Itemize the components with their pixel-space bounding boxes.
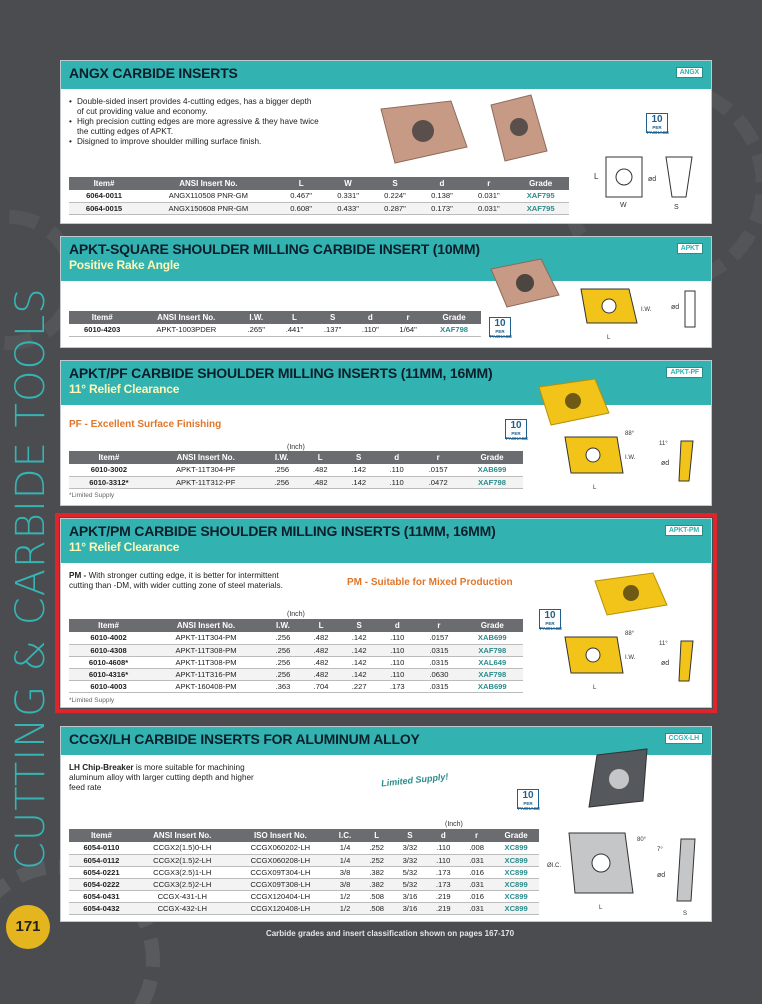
svg-text:11°: 11° — [659, 641, 668, 647]
apkt-pm-dimension-diagram — [549, 627, 699, 705]
section-title: APKT/PF CARBIDE SHOULDER MILLING INSERTS (11MM, 16MM) — [69, 365, 493, 381]
svg-text:ød: ød — [657, 872, 666, 879]
table-row: 6010-4002 APKT-11T304-PM .256 .482 .142 .110 .0157 XAB699 — [69, 632, 523, 644]
page-number: 171 — [6, 905, 50, 949]
angx-spec-table: Item# ANSI Insert No. L W S d r Grade 6064-0011 ANGX110508 PNR-GM 0.467" 0.331" 0.224" 0.138" 0.031" XAF795 6064-0015 ANGX150608 PNR-GM 0.608" 0.433" 0.287" 0.173" 0.031" XAF795 — [69, 177, 569, 215]
pack-badge: 10 PER PACKAGE — [518, 790, 541, 811]
svg-text:L: L — [599, 905, 603, 911]
section-angx — [60, 60, 712, 224]
svg-text:L: L — [593, 685, 597, 691]
apkt-10mm-dimension-diagram — [567, 283, 707, 349]
pack-badge: 10 PER PACKAGE — [506, 420, 529, 441]
feature-item: • Disigned to improve shoulder milling surface finish. — [69, 137, 319, 147]
section-description: LH Chip-Breaker is more suitable for machining aluminum alloy with larger cutting depth and higher feed rate — [69, 763, 254, 792]
pack-badge: 10 PER PACKAGE — [647, 114, 670, 135]
angx-insert-photo — [371, 89, 571, 169]
limited-supply-callout: Limited Supply! — [380, 771, 449, 789]
feature-highlight: PF - Excellent Surface Finishing — [69, 419, 222, 430]
pack-badge: 10 PER PACKAGE — [540, 610, 563, 631]
svg-text:7°: 7° — [657, 847, 663, 853]
ccgx-spec-table: Item# ANSI Insert No. ISO Insert No. I.C. L S d r Grade 6054-0110 CCGX2(1.5)0-LH CCGX060202-LH 1/4 .252 3/32 .110 .008 XC899 6054-0112 CCGX2(1.5)2-LH CCGX060208-LH 1/4 .252 3/32 .110 .031 XC899 6054-0221 CCGX3(2.5)1-LH CCGX09T304-LH 3/8 .382 5/32 .173 .016 XC899 6054-0222 CCGX3(2.5)2-LH CCGX09T308-LH 3/8 .382 5/32 .173 .031 XC899 6054-0431 CCGX-431-LH CCGX120404-LH 1/2 .508 3/16 .219 .016 XC899 6054-0432 CCGX-432-LH CCGX120408-LH 1/2 .508 3/16 .219 .031 XC899 — [69, 829, 539, 915]
ccgx-insert-photo — [581, 745, 661, 815]
apkt-10mm-insert-photo — [481, 255, 571, 315]
limited-supply-note: *Limited Supply — [69, 492, 115, 499]
svg-text:S: S — [683, 911, 688, 917]
svg-text:L: L — [594, 172, 599, 181]
section-apkt-pm — [60, 518, 712, 708]
svg-text:I.W.: I.W. — [625, 655, 636, 661]
svg-text:ød: ød — [671, 304, 680, 311]
table-row: 6054-0222 CCGX3(2.5)2-LH CCGX09T308-LH 3/8 .382 5/32 .173 .031 XC899 — [69, 878, 539, 890]
limited-supply-note: *Limited Supply — [69, 697, 115, 704]
section-tag: APKT — [677, 243, 703, 254]
section-title: ANGX CARBIDE INSERTS — [69, 65, 238, 81]
section-description: PM - With stronger cutting edge, it is better for intermittent cutting than -DM, with wider cutting zone of steel materials. — [69, 571, 283, 590]
table-row: 6054-0110 CCGX2(1.5)0-LH CCGX060202-LH 1/4 .252 3/32 .110 .008 XC899 — [69, 842, 539, 854]
section-apkt-pf — [60, 360, 712, 506]
feature-item: • High precision cutting edges are more agressive & they have twice the cutting edges of APKT. — [69, 117, 319, 137]
section-header — [61, 61, 711, 89]
table-row: 6064-0011 ANGX110508 PNR-GM 0.467" 0.331" 0.224" 0.138" 0.031" XAF795 — [69, 190, 569, 202]
svg-text:ød: ød — [648, 176, 657, 183]
table-row: 6054-0221 CCGX3(2.5)1-LH CCGX09T304-LH 3/8 .382 5/32 .173 .016 XC899 — [69, 866, 539, 878]
inch-label: (Inch) — [445, 821, 463, 828]
section-title: APKT/PM CARBIDE SHOULDER MILLING INSERTS (11MM, 16MM) — [69, 523, 496, 539]
pack-badge: 10 PER PACKAGE — [490, 318, 513, 339]
svg-text:I.W.: I.W. — [641, 307, 652, 313]
inch-label: (Inch) — [287, 611, 305, 618]
svg-text:L: L — [607, 335, 611, 341]
section-subtitle: 11° Relief Clearance — [69, 382, 180, 396]
angx-dimension-diagram — [586, 149, 706, 219]
section-ccgx-lh — [60, 726, 712, 922]
svg-text:ød: ød — [661, 460, 670, 467]
side-category-text: CUTTING & CARBIDE TOOLS — [8, 287, 54, 870]
table-row: 6010-3312* APKT-11T312-PF .256 .482 .142 .110 .0472 XAF798 — [69, 476, 523, 488]
table-row: 6064-0015 ANGX150608 PNR-GM 0.608" 0.433" 0.287" 0.173" 0.031" XAF795 — [69, 202, 569, 214]
apkt-pm-spec-table: Item# ANSI Insert No. I.W. L S d r Grade 6010-4002 APKT-11T304-PM .256 .482 .142 .110 .0157 XAB699 6010-4308 APKT-11T308-PM .256 .482 .142 .110 .0315 XAF798 6010-4608* APKT-11T308-PM .256 .482 .142 .110 .0315 XAL649 6010-4316* APKT-11T316-PM .256 .482 .142 .110 .0630 XAF798 6010-4003 APKT-160408-PM .363 .704 .227 .173 .0315 XAB699 — [69, 619, 523, 693]
apkt-pm-insert-photo — [589, 571, 679, 621]
apkt-pf-spec-table: Item# ANSI Insert No. I.W. L S d r Grade 6010-3002 APKT-11T304-PF .256 .482 .142 .110 .0157 XAB699 6010-3312* APKT-11T312-PF .256 .482 .142 .110 .0472 XAF798 — [69, 451, 523, 489]
inch-label: (Inch) — [287, 444, 305, 451]
svg-text:L: L — [593, 485, 597, 491]
table-row: 6010-4203 APKT-1003PDER .265" .441" .137" .110" 1/64" XAF798 — [69, 324, 481, 336]
section-title: APKT-SQUARE SHOULDER MILLING CARBIDE INSERT (10MM) — [69, 241, 480, 257]
svg-text:I.W.: I.W. — [625, 455, 636, 461]
section-tag: CCGX-LH — [665, 733, 704, 744]
section-tag: APKT-PF — [666, 367, 703, 378]
ccgx-dimension-diagram — [545, 823, 705, 919]
section-header — [61, 237, 711, 281]
table-row: 6010-4308 APKT-11T308-PM .256 .482 .142 .110 .0315 XAF798 — [69, 644, 523, 656]
section-header — [61, 519, 711, 563]
table-row: 6054-0432 CCGX-432-LH CCGX120408-LH 1/2 .508 3/16 .219 .031 XC899 — [69, 902, 539, 914]
svg-text:88°: 88° — [625, 631, 635, 637]
section-subtitle: Positive Rake Angle — [69, 258, 180, 272]
table-row: 6010-4608* APKT-11T308-PM .256 .482 .142 .110 .0315 XAL649 — [69, 656, 523, 668]
svg-text:11°: 11° — [659, 441, 668, 447]
section-apkt-10mm — [60, 236, 712, 348]
svg-text:W: W — [620, 202, 627, 209]
svg-text:80°: 80° — [637, 837, 647, 843]
svg-text:88°: 88° — [625, 431, 635, 437]
svg-text:S: S — [674, 204, 679, 211]
apkt-10mm-spec-table: Item# ANSI Insert No. I.W. L S d r Grade 6010-4203 APKT-1003PDER .265" .441" .137" .110" 1/64" XAF798 — [69, 311, 481, 337]
section-subtitle: 11° Relief Clearance — [69, 540, 180, 554]
apkt-pf-dimension-diagram — [549, 425, 699, 503]
section-tag: ANGX — [676, 67, 703, 78]
table-row: 6054-0431 CCGX-431-LH CCGX120404-LH 1/2 .508 3/16 .219 .016 XC899 — [69, 890, 539, 902]
section-title: CCGX/LH CARBIDE INSERTS FOR ALUMINUM ALLOY — [69, 731, 420, 747]
svg-text:ØI.C.: ØI.C. — [547, 863, 562, 869]
feature-list — [69, 97, 319, 147]
table-row: 6010-3002 APKT-11T304-PF .256 .482 .142 .110 .0157 XAB699 — [69, 464, 523, 476]
svg-text:ød: ød — [661, 660, 670, 667]
feature-highlight: PM - Suitable for Mixed Production — [347, 577, 513, 588]
feature-item: • Double-sided insert provides 4-cutting edges, has a bigger depth of cut providing value and economy. — [69, 97, 319, 117]
table-row: 6054-0112 CCGX2(1.5)2-LH CCGX060208-LH 1/4 .252 3/32 .110 .031 XC899 — [69, 854, 539, 866]
footer-note: Carbide grades and insert classification shown on pages 167-170 — [265, 929, 515, 938]
table-row: 6010-4003 APKT-160408-PM .363 .704 .227 .173 .0315 XAB699 — [69, 680, 523, 692]
section-tag: APKT-PM — [665, 525, 703, 536]
table-row: 6010-4316* APKT-11T316-PM .256 .482 .142 .110 .0630 XAF798 — [69, 668, 523, 680]
